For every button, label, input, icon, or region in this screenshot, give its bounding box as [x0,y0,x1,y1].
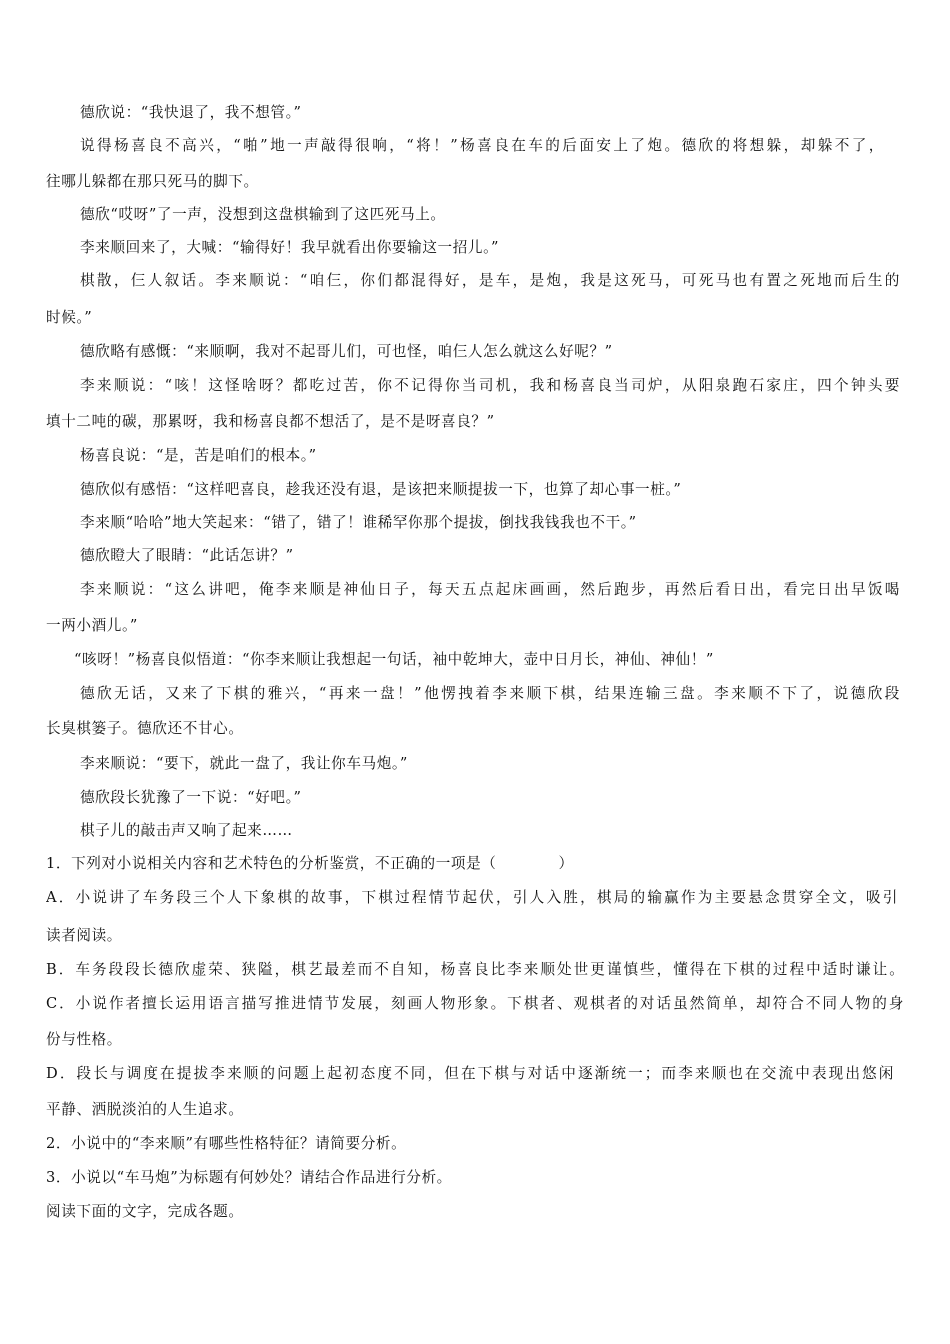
story-paragraph-cont: 往哪儿躲都在那只死马的脚下。 [46,173,259,190]
story-paragraph: 德欣段长犹豫了一下说：“好吧。” [80,789,302,806]
story-paragraph: 德欣瞪大了眼睛：“此话怎讲？” [80,547,294,564]
option-c: C．小说作者擅长运用语言描写推进情节发展，刻画人物形象。下棋者、观棋者的对话虽然简单，却符合不同人物的身 [46,995,904,1012]
story-paragraph: 李来顺说：“咳！这怪啥呀？都吃过苦，你不记得你当司机，我和杨喜良当司炉，从阳泉跑石家庄，四个钟头要 [80,377,900,394]
story-paragraph: 德欣略有感慨：“来顺啊，我对不起哥儿们，可也怪，咱仨人怎么就这么好呢？” [80,343,613,360]
option-c-cont: 份与性格。 [46,1031,122,1048]
story-paragraph: 李来顺说：“要下，就此一盘了，我让你车马炮。” [80,755,408,772]
option-a-cont: 读者阅读。 [46,927,122,944]
story-paragraph: 李来顺回来了，大喊：“输得好！我早就看出你要输这一招儿。” [80,239,500,256]
option-d: D．段长与调度在提拔李来顺的问题上起初态度不同，但在下棋与对话中逐渐统一；而李来顺也在交流中表现出悠闲 [46,1065,894,1082]
option-a: A．小说讲了车务段三个人下象棋的故事，下棋过程情节起伏，引人入胜，棋局的输赢作为主要悬念贯穿全文，吸引 [46,889,898,906]
question-3: 3．小说以“车马炮”为标题有何妙处？请结合作品进行分析。 [46,1169,452,1186]
story-paragraph-cont: 时候。” [46,309,93,326]
next-section-instruction: 阅读下面的文字，完成各题。 [46,1203,244,1220]
story-paragraph: 李来顺说：“这么讲吧，俺李来顺是神仙日子，每天五点起床画画，然后跑步，再然后看日出，看完日出早饭喝 [80,581,900,598]
question-2: 2．小说中的“李来顺”有哪些性格特征？请简要分析。 [46,1135,407,1152]
story-paragraph: 德欣“哎呀”了一声，没想到这盘棋输到了这匹死马上。 [80,206,446,223]
story-paragraph: 说得杨喜良不高兴，“啪”地一声敲得很响，“将！”杨喜良在车的后面安上了炮。德欣的将想躲，却躲不了， [80,137,884,154]
story-paragraph: 李来顺“哈哈”地大笑起来：“错了，错了！谁稀罕你那个提拔，倒找我钱我也不干。” [80,514,637,531]
story-paragraph: 棋子儿的敲击声又响了起来…… [80,822,293,839]
story-paragraph: 德欣无话，又来了下棋的雅兴，“再来一盘！”他愣拽着李来顺下棋，结果连输三盘。李来顺不下了，说德欣段 [80,685,900,702]
question-1-close: ） [558,855,574,872]
story-paragraph-cont: 长臭棋篓子。德欣还不甘心。 [46,720,244,737]
question-1 [46,854,574,874]
story-paragraph-cont: 一两小酒儿。” [46,617,138,634]
option-d-cont: 平静、洒脱淡泊的人生追求。 [46,1101,244,1118]
story-paragraph: 德欣似有感悟：“这样吧喜良，趁我还没有退，是该把来顺提拔一下，也算了却心事一桩。” [80,481,682,498]
question-1-stem: 1．下列对小说相关内容和艺术特色的分析鉴赏，不正确的一项是（ [46,855,497,872]
option-b: B．车务段段长德欣虚荣、狭隘，棋艺最差而不自知，杨喜良比李来顺处世更谨慎些，懂得在下棋的过程中适时谦让。 [46,961,904,978]
story-paragraph: “咳呀！”杨喜良似悟道：“你李来顺让我想起一句话，袖中乾坤大，壶中日月长，神仙、神仙！” [74,651,714,668]
story-paragraph: 德欣说：“我快退了，我不想管。” [80,104,302,121]
story-paragraph: 棋散，仨人叙话。李来顺说：“咱仨，你们都混得好，是车，是炮，我是这死马，可死马也有置之死地而后生的 [80,272,900,289]
story-paragraph-cont: 填十二吨的碳，那累呀，我和杨喜良都不想活了，是不是呀喜良？” [46,413,495,430]
story-paragraph: 杨喜良说：“是，苦是咱们的根本。” [80,447,317,464]
